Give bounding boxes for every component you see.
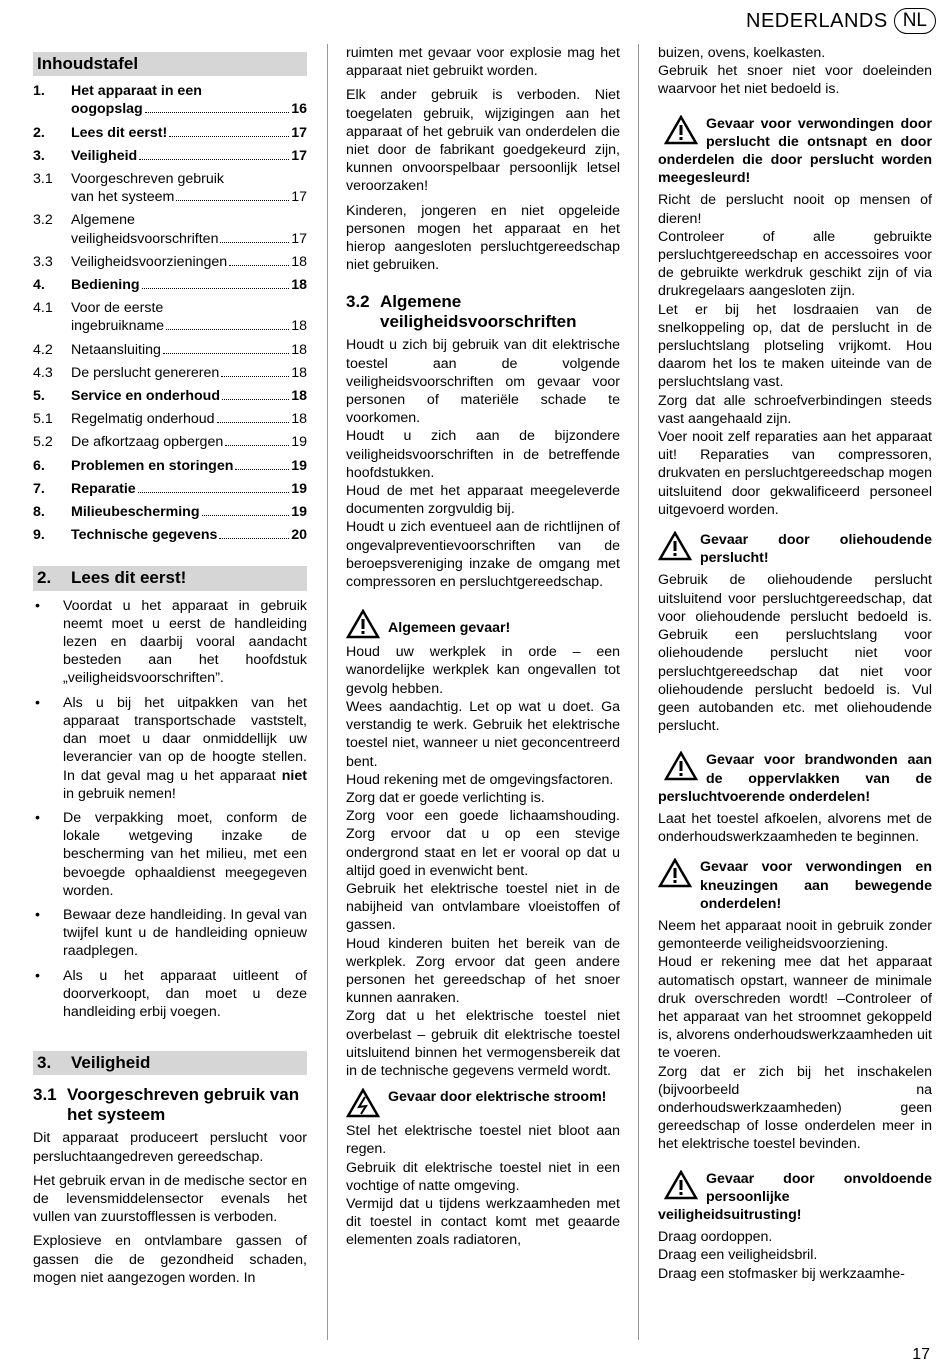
- warning-ppe-text: [658, 1228, 932, 1283]
- text-line: Richt de perslucht nooit op mensen of dieren!: [658, 192, 932, 227]
- text-line: Houd uw werkplek in orde – een wanordelijke werkplek kan ongevallen tot gevolg hebben.: [346, 644, 620, 697]
- paragraph: Gebruik de oliehoudende perslucht uitsluitend voor persluchtgereedschap, dat voor oliehoudende perslucht bedoeld is. Gebruik een persluchtslang voor oliehoudende perslucht niet voor persluchtgereedschap dat niet voor oliehoudende perslucht bedoeld is. Vul geen autobanden etc. met oliehoudende perslucht.: [658, 572, 932, 735]
- list-item: • Als u bij het uitpakken van het apparaat transportschade vaststelt, dan moet u daar onmiddellijk uw leverancier van op de hoogte stellen. In dat geval mag u het apparaat niet in gebruik nemen!: [35, 694, 307, 802]
- paragraph: Houdt u zich eventueel aan de richtlijnen of ongevalpreventievoorschriften van de beroepsvereniging inzake de omgang met compressoren en persluchtgereedschap.: [346, 519, 620, 591]
- toc-entry: 6. Problemen en storingen 19: [33, 457, 307, 474]
- paragraph: Het gebruik ervan in de medische sector en de levensmiddelensector evenals het vullen van zuurstofflessen is verboden.: [33, 1172, 307, 1226]
- text-line: Zorg dat u het elektrische toestel niet overbelast – gebruik dit elektrische toestel uitsluitend binnen het vermogensbereik dat in de technische gegevens vermeld wordt.: [346, 1008, 620, 1079]
- section-3-heading: 3. Veiligheid: [33, 1051, 307, 1075]
- toc-entry: 3.2 Algemene veiligheidsvoorschriften 17: [33, 212, 307, 247]
- toc-entry: 5. Service en onderhoud 18: [33, 388, 307, 405]
- paragraph: Gebruik het snoer niet voor doeleinden waarvoor het niet bedoeld is.: [658, 63, 932, 98]
- toc-entry: 4.2 Netaansluiting 18: [33, 341, 307, 358]
- warning-triangle-icon: [664, 115, 698, 145]
- warning-triangle-icon: [664, 751, 698, 781]
- read-first-list: [33, 597, 307, 1021]
- column-2: [346, 44, 620, 1256]
- toc-entry: 2. Lees dit eerst! 17: [33, 124, 307, 141]
- toc-entry: 5.2 De afkortzaag opbergen 19: [33, 434, 307, 451]
- electric-warning-icon: [346, 1088, 380, 1118]
- text-line: Controleer of alle gebruikte persluchtgereedschap en accessoires voor de gebruikte werkdruk geschikt zijn of via drukregelaars aangesloten zijn.: [658, 228, 932, 300]
- toc-entry: 9. Technische gegevens 20: [33, 527, 307, 544]
- text-line: Voer nooit zelf reparaties aan het apparaat uit! Reparaties van compressoren, drukvaten en persluchtgereedschap mogen uitsluitend door gekwalificeerd personeel uitgevoerd worden.: [658, 429, 932, 518]
- subsection-3-2-heading: 3.2 Algemene veiligheidsvoorschriften: [346, 292, 577, 332]
- list-item: • Als u het apparaat uitleent of doorverkoopt, dan moet u deze handleiding erbij voegen.: [35, 967, 307, 1020]
- text-line: Zorg dat er goede verlichting is.: [346, 789, 545, 806]
- toc-entry: 1. Het apparaat in een oogopslag 16: [33, 83, 307, 118]
- section-2-heading: 2. Lees dit eerst!: [33, 566, 307, 590]
- paragraph: Elk ander gebruik is verboden. Niet toegelaten gebruik, wijzigingen aan het apparaat of het gebruik van onderdelen die niet door de fabrikant goedgekeurd zijn, kunnen onvoorspelbaar persoonlijk letsel veroorzaken!: [346, 87, 620, 195]
- warning-general-text: [346, 643, 620, 1080]
- text-line: Draag oordoppen.: [658, 1229, 773, 1246]
- paragraph: Houdt u zich bij gebruik van dit elektrische toestel aan de volgende veiligheidsvoorschriften om gevaar voor personen of materiële schade te voorkomen.: [346, 337, 620, 427]
- text-line: Houd kinderen buiten het bereik van de werkplek. Zorg ervoor dat geen andere personen het gereedschap of het snoer kunnen aanraken.: [346, 935, 620, 1007]
- toc-title: Inhoudstafel: [33, 52, 307, 76]
- page-number: 17: [912, 1346, 930, 1363]
- toc-entry: 4. Bediening 18: [33, 277, 307, 294]
- paragraph: buizen, ovens, koelkasten.: [658, 45, 826, 61]
- warning-triangle-icon: [658, 531, 692, 561]
- language-name: NEDERLANDS: [746, 9, 888, 32]
- paragraph: Houdt u zich aan de bijzondere veiligheidsvoorschriften in de betreffende hoofdstukken.: [346, 428, 620, 481]
- paragraph: ruimten met gevaar voor explosie mag het apparaat niet gebruikt worden.: [346, 45, 620, 80]
- warning-oil: Gevaar door oliehoudende perslucht!: [658, 531, 932, 567]
- text-line: Vermijd dat u tijdens werkzaamheden met dit toestel in contact komt met geaarde elementen zoals radiatoren,: [346, 1195, 620, 1249]
- warning-general: Algemeen gevaar!: [346, 609, 620, 639]
- warning-electric: Gevaar door elektrische stroom!: [346, 1088, 620, 1118]
- column-3: [658, 44, 932, 1289]
- language-indicator: [746, 8, 936, 34]
- text-line: Let er bij het losdraaien van de snelkoppeling op, dat de perslucht in de persluchtslang plotseling vrijkomt. Hou daarom het los te maken uiteinde van de persluchtslang vast.: [658, 301, 932, 391]
- warning-triangle-icon: [664, 1170, 698, 1200]
- paragraph: Houd de met het apparaat meegeleverde documenten zorgvuldig bij.: [346, 483, 620, 518]
- paragraph: Dit apparaat produceert perslucht voor persluchtaangedreven gereedschap.: [33, 1130, 307, 1165]
- column-divider: [638, 44, 639, 1340]
- toc-entry: 5.1 Regelmatig onderhoud 18: [33, 411, 307, 428]
- paragraph: Kinderen, jongeren en niet opgeleide personen mogen het apparaat en het hierop aangesloten persluchtgereedschap niet gebruiken.: [346, 202, 620, 274]
- column-1: [33, 44, 307, 1293]
- toc-entry: 4.1 Voor de eerste ingebruikname 18: [33, 300, 307, 335]
- list-item: • Voordat u het apparaat in gebruik neemt moet u eerst de handleiding lezen en daarbij vooral aandacht besteden aan het hoofdstuk „veiligheidsvoorschriften”.: [35, 597, 307, 687]
- warning-compressed-air-text: [658, 191, 932, 519]
- warning-compressed-air: Gevaar voor verwondingen door perslucht die ontsnapt en door onderdelen die door perslucht worden meegesleurd!: [658, 115, 932, 187]
- warning-triangle-icon: [658, 858, 692, 888]
- text-line: Neem het apparaat nooit in gebruik zonder gemonteerde veiligheidsvoorziening.: [658, 917, 932, 953]
- toc-entry: 8. Milieubescherming 19: [33, 504, 307, 521]
- text-line: Draag een veiligheidsbril.: [658, 1247, 818, 1264]
- warning-burns: Gevaar voor brandwonden aan de oppervlakken van de persluchtvoerende onderdelen!: [658, 752, 932, 805]
- toc-entry: 4.3 De perslucht genereren 18: [33, 364, 307, 381]
- text-line: Zorg dat er zich bij het inschakelen (bijvoorbeeld na onderhoudswerkzaamheden) geen gereedschap of losse onderdelen meer in het elektrische toestel bevinden.: [658, 1063, 932, 1153]
- toc-entry: 3.3 Veiligheidsvoorzieningen 18: [33, 253, 307, 270]
- warning-moving-parts-text: [658, 917, 932, 1154]
- text-line: Gebruik dit elektrische toestel niet in een vochtige of natte omgeving.: [346, 1159, 620, 1194]
- warning-triangle-icon: [346, 609, 380, 639]
- column-divider: [327, 44, 328, 1340]
- warning-electric-text: [346, 1122, 620, 1249]
- list-item: • De verpakking moet, conform de lokale wetgeving inzake de bescherming van het milieu, met een bevoegde ophaaldienst meegegeven worden.: [35, 809, 307, 899]
- text-line: Zorg dat alle schroefverbindingen steeds vast aangehaald zijn.: [658, 392, 932, 427]
- warning-moving-parts: Gevaar voor verwondingen en kneuzingen aan bewegende onderdelen!: [658, 858, 932, 913]
- text-line: Zorg voor een goede lichaamshouding. Zorg ervoor dat u op een stevige ondergrond staat en let er vooral op dat u altijd goed in evenwicht bent.: [346, 808, 620, 879]
- text-line: Houd er rekening mee dat het apparaat automatisch opstart, wanneer de minimale druk overschreden wordt! –Controleer of het apparaat van het stroomnet gekoppeld is, alvorens onderhoudswerkzaamheden uit te voeren.: [658, 954, 932, 1062]
- text-line: Stel het elektrische toestel niet bloot aan regen.: [346, 1123, 620, 1158]
- text-line: Wees aandachtig. Let op wat u doet. Ga verstandig te werk. Gebruik het elektrische toestel niet, wanneer u niet geconcentreerd bent.: [346, 698, 620, 770]
- subsection-3-1-heading: 3.1 Voorgeschreven gebruik van het systeem: [33, 1085, 300, 1125]
- table-of-contents: [33, 82, 307, 544]
- text-line: Draag een stofmasker bij werkzaamhe-: [658, 1265, 905, 1282]
- language-code-badge: NL: [894, 8, 936, 34]
- text-line: Gebruik het elektrische toestel niet in de nabijheid van ontvlambare vloeistoffen of gassen.: [346, 880, 620, 934]
- toc-entry: 3. Veiligheid 17: [33, 147, 307, 164]
- paragraph: Explosieve en ontvlambare gassen of gassen die de gezondheid schaden, mogen niet aangezogen worden. In: [33, 1233, 307, 1286]
- paragraph: Laat het toestel afkoelen, alvorens met de onderhoudswerkzaamheden te beginnen.: [658, 810, 932, 846]
- list-item: • Bewaar deze handleiding. In geval van twijfel kunt u de handleiding opnieuw raadplegen.: [35, 906, 307, 960]
- toc-entry: 3.1 Voorgeschreven gebruik van het systeem 17: [33, 171, 307, 206]
- warning-ppe: Gevaar door onvoldoende persoonlijke veiligheidsuitrusting!: [658, 1170, 932, 1223]
- toc-entry: 7. Reparatie 19: [33, 480, 307, 497]
- text-line: Houd rekening met de omgevingsfactoren.: [346, 771, 614, 788]
